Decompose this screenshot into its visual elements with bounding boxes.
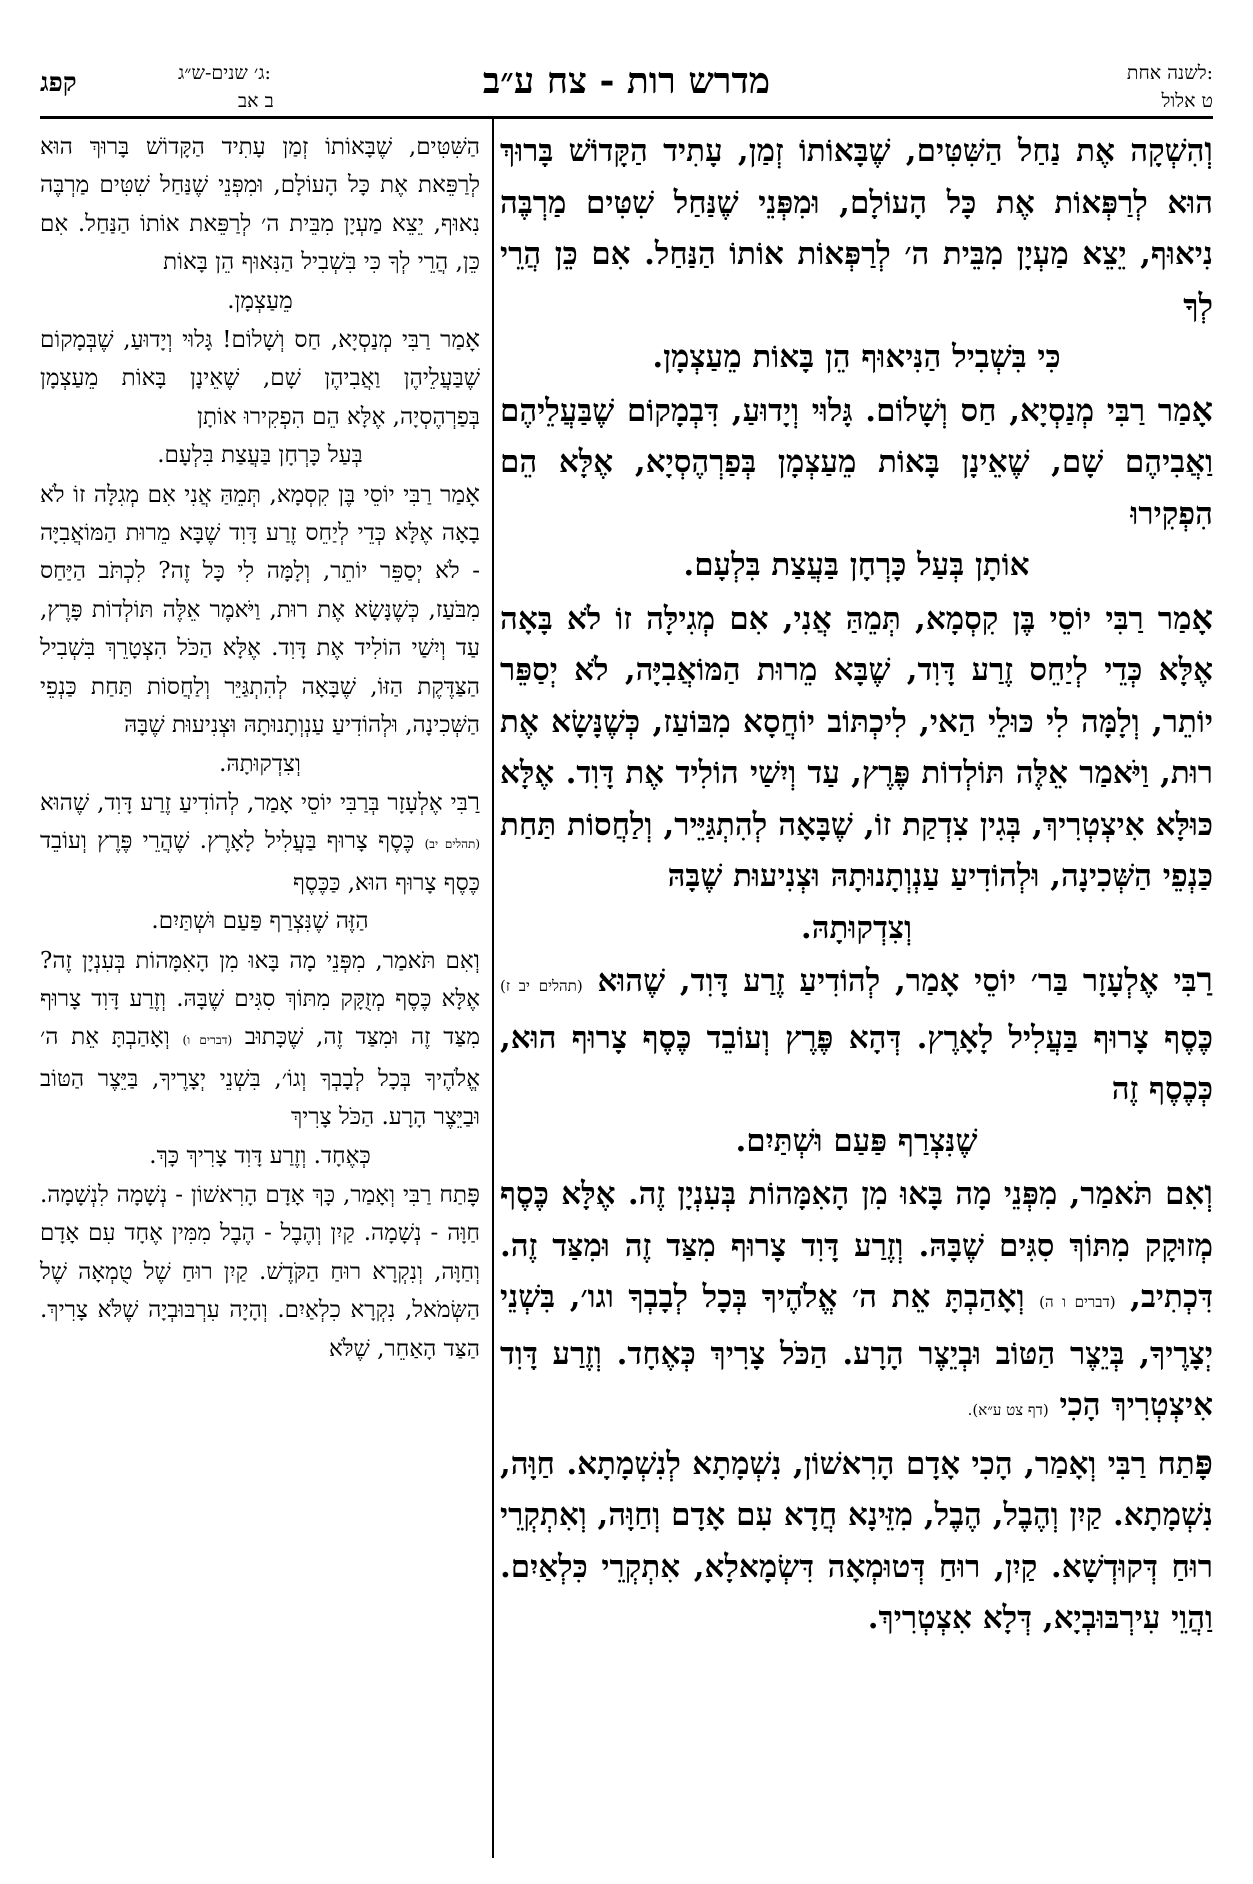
paragraph — [40, 128, 480, 282]
paragraph — [500, 124, 1213, 332]
paragraph-end: אוֹתָן בְּעַל כָּרְחָן בַּעֲצַת בִּלְעָם. — [683, 547, 1030, 583]
verse-citation: (דברים ו ה) — [1039, 1293, 1116, 1311]
paragraph-text: בִּי אֶלְעָזָר בַּר׳ יוֹסֵי אָמַר, לְהוֹדִיעַ זֶרַע דָּוִד, שֶׁהוּא — [597, 963, 1197, 999]
verse-citation: (תהלים יב ז) — [500, 977, 583, 995]
page-header — [40, 62, 1213, 114]
paragraph-text: בִּי אֶלְעָזָר בְּרַבִּי יוֹסֵי אָמַר, לְהוֹדִיעַ זֶרַע דָּוִד, שֶׁהוּא — [40, 789, 468, 816]
study-date-three-years: ב אב — [238, 90, 274, 112]
verse-citation: (דברים ו) — [182, 1033, 233, 1048]
paragraph-lead: וְ — [1204, 1173, 1213, 1212]
paragraph-end: מֵעַצְמָן. — [227, 287, 293, 314]
paragraph-text: הַשִּׁטִּים, שֶׁבָּאוֹתוֹ זְמַן עָתִיד הַקָּדוֹשׁ בָּרוּךְ הוּא לְרַפֵּאת אֶת כָּל הָעוֹלָם, וּמִפְּנֵי שֶׁנַּחַל שִׁטִּים מַרְבֶּה נִאוּף, יֵצֵא מַעְיָן מִבֵּית ה׳ לְרַפֵּאת אוֹתוֹ הַנַּחַל. אִם כֵּן, הֲרֵי לְךָ כִּי בִּשְׁבִיל הַנִּאוּף הֵן בָּאוֹת — [40, 134, 480, 276]
paragraph-lead: רַ — [467, 786, 480, 816]
paragraph-text: מַר רַבִּי מְנַסְיָא, חַס וְשָׁלוֹם. גָּלוּי וְיָדוּעַ, דִּבְמָקוֹם שֶׁבַּעֲלֵיהֶם וַאֲבִיהֶם שָׁם, שֶׁאֵינָן בָּאוֹת מֵעַצְמָן בְּפַרְהֶסְיָא, אֶלָּא הֵם הִפְקִירוּ — [500, 392, 1213, 532]
folio-citation: (דף צט ע״א). — [967, 1401, 1049, 1419]
paragraph-lead: אָ — [465, 324, 480, 354]
paragraph-lead: פָּ — [466, 1178, 480, 1208]
study-date-one-year: ט אלול — [1161, 90, 1213, 112]
paragraph-lead: פָּ — [1194, 1442, 1213, 1482]
paragraph-end: כְּאֶחָד. וְזֶרַע דָּוִד צָרִיךְ כָּךְ. — [149, 1142, 371, 1169]
page-number: קפג — [40, 68, 77, 98]
paragraph-end: בְּעַל כָּרְחָן בַּעֲצַת בִּלְעָם. — [157, 442, 363, 469]
paragraph-text: אִם תֹּאמַר, מִפְּנֵי מָה בָּאוּ מִן הָאִמָּהוֹת בְּעִנְיָן זֶה. אֶלָּא כֶּסֶף מְזוּקָק מִתּוֹךְ סִגִּים שֶׁבָּהּ. וְזֶרַע דָּוִד צָרוּף מִצַּד זֶה וּמִצַּד זֶה. דִּכְתִיב, — [500, 1176, 1213, 1315]
paragraph-end: וְצִדְקוּתָהּ. — [219, 750, 301, 777]
paragraph — [500, 592, 1213, 903]
paragraph-lead: וְ — [473, 944, 480, 974]
paragraph — [40, 1175, 480, 1368]
header-rule — [40, 116, 1213, 119]
paragraph — [40, 941, 480, 1137]
paragraph — [500, 1167, 1213, 1437]
paragraph-end: וְצִדְקוּתָהּ. — [800, 909, 913, 946]
hebrew-translation-column — [40, 128, 480, 1368]
paragraph-text: מַר רַבִּי מְנַסְיָא, חַס וְשָׁלוֹם! גָּלוּי וְיָדוּעַ, שֶׁבְּמָקוֹם שֶׁבַּעֲלֵיהֶן וַאֲבִיהֶן שָׁם, שֶׁאֵינָן בָּאוֹת מֵעַצְמָן בְּפַרְהֶסְיָה, אֶלָּא הֵם הִפְקִירוּ אוֹתָן — [40, 327, 480, 430]
paragraph-lead: אָ — [1191, 597, 1213, 637]
paragraph-text: אִם תֹּאמַר, מִפְּנֵי מָה בָּאוּ מִן הָאִמָּהוֹת בְּעִנְיָן זֶה? אֶלָּא כֶּסֶף מְזֻקָּק מִתּוֹךְ סִגִּים שֶׁבָּהּ. וְזֶרַע דָּוִד צָרוּף מִצַּד זֶה וּמִצַּד זֶה, שֶׁכָּתוּב — [40, 947, 481, 1051]
paragraph-text: כֶּסֶף צָרוּף בַּעֲלִיל לָאָרֶץ. דְּהָא פֶּרֶץ וְעוֹבֵד כֶּסֶף צָרוּף הוּא, כְּכֶסֶף זֶה — [500, 1019, 1213, 1107]
paragraph — [40, 783, 480, 902]
verse-citation: (תהלים יב) — [424, 837, 481, 852]
paragraph-text: מַר רַבִּי יוֹסֵי בֶּן קִסְמָא, תְּמֵהַּ אֲנִי אִם מְגִלָּה זוֹ לֹא בָאָה אֶלָּא כְּדֵי לְיַחֵס זֶרַע דָּוִד שֶׁבָּא מֵרוּת הַמּוֹאֲבִיָּה - לֹא יְסַפֵּר יוֹתֵר, וְלָמָּה לִי כָּל זֶה? לִכְתֹּב הַיַּחַס מִבֹּעַז, כְּשֶׁנָּשָׂא אֶת רוּת, וַיֹּאמֶר אֵלֶּה תּוֹלְדוֹת פָּרֶץ, עַד וְיִשַׁי הוֹלִיד אֶת דָּוִד. אֶלָּא הַכֹּל הִצְטָרֵךְ בִּשְׁבִיל הַצַּדֶּקֶת הַזּוֹ, שֶׁבָּאָה לְהִתְגַּיֵּר וְלַחֲסוֹת תַּחַת כַּנְפֵי הַשְּׁכִינָה, וּלְהוֹדִיעַ עַנְוְתָנוּתָהּ וּצְנִיעוּת שֶׁבָּהּ — [40, 481, 480, 739]
paragraph-text: הִשְׁקָה אֶת נַחַל הַשִּׁטִּים, שֶׁבָּאוֹתוֹ זְמַן, עָתִיד הַקָּדוֹשׁ בָּרוּךְ הוּא לְרַפְּאוֹת אֶת כָּל הָעוֹלָם, וּמִפְּנֵי שֶׁנַּחַל שִׁטִּים מַרְבֶּה נִיאוּף, יֵצֵא מַעְיָן מִבֵּית ה׳ לְרַפְּאוֹת אוֹתוֹ הַנַּחַל. אִם כֵּן הֲרֵי לְךָ — [500, 133, 1213, 324]
paragraph — [40, 320, 480, 436]
paragraph-lead: רַ — [1196, 960, 1213, 999]
page-title: מדרש רות - צח ע״ב — [482, 60, 771, 102]
paragraph-lead: אָ — [465, 478, 480, 508]
paragraph-text: מַר רַבִּי יוֹסֵי בֶּן קִסְמָא, תְּמֵהַּ אֲנִי, אִם מְגִילָּה זוֹ לֹא בָּאָה אֶלָּא כְּדֵי לְיַחֵס זֶרַע דָּוִד, שֶׁבָּא מֵרוּת הַמּוֹאֲבִיָּה, לֹא יְסַפֵּר יוֹתֵר, וְלָמָּה לִי כּוּלֵי הַאי, לִיכְתּוֹב יוֹחֲסָא מִבּוֹעַז, כְּשֶׁנָּשָׂא אֶת רוּת, וַיֹּאמַר אֵלֶּה תּוֹלְדוֹת פֶּרֶץ, עַד וְיִשַׁי הוֹלִיד אֶת דָּוִד. אֶלָּא כּוּלָּא אִיצְטְרִיךְ, בְּגִין צִדְקַת זוֹ, שֶׁבָּאָה לְהִתְגַּיֵּיר, וְלַחֲסוֹת תַּחַת כַּנְפֵי הַשְּׁכִינָה, וּלְהוֹדִיעַ עַנְוְתָנוּתָהּ וּצְנִיעוּת שֶׁבָּהּ — [500, 600, 1213, 894]
paragraph-text: וְאָהַבְתָּ אֵת ה׳ אֱלֹהֶיךָ בְּכָל לְבָבְךָ וְגוֹ׳, בִּשְׁנֵי יְצָרֶיךָ, בַּיֵּצֶר הַטּוֹב וּבַיֵּצֶר הָרָע. הַכֹּל צָרִיךְ — [40, 1024, 480, 1131]
paragraph-end: הַזֶּה שֶׁנִּצְרַף פַּעַם וּשְׁתַּיִם. — [151, 908, 369, 935]
paragraph-text: תַח רַבִּי וְאָמַר, כָּךְ אָדָם הָרִאשׁוֹן - נְשָׁמָה לִנְשָׁמָה. חַוָּה - נְשָׁמָה. קַיִן וְהֶבֶל - הֶבֶל מִמִּין אֶחָד עִם אָדָם וְחַוָּה, וְנִקְרָא רוּחַ הַקֹּדֶשׁ. קַיִן רוּחַ שֶׁל טֻמְאָה שֶׁל הַשְּׂמֹאל, נִקְרָא כִלְאַיִם. וְהָיָה עִרְבּוּבְיָה שֶׁלֹּא צָרִיךְ. הַצַּד הָאַחֵר, שֶׁלֹּא — [40, 1181, 480, 1362]
paragraph-text: תַח רַבִּי וְאָמַר, הָכִי אָדָם הָרִאשׁוֹן, נִשְׁמָתָא לְנִשְׁמָתָא. חַוָּה, נִשְׁמָתָא. קַיִן וְהֶבֶל, הֶבֶל, מִזֵּינָא חֲדָא עִם אָדָם וְחַוָּה, וְאִתְקְרֵי רוּחַ דְּקוּדְשָׁא. קַיִן, רוּחַ דְּטוּמְאָה דִּשְׂמָאלָא, אִתְקְרֵי כִּלְאַיִם. וַהֲוֵי עִירְבּוּבְיָא, דְּלָא אִצְטְרִיךְ. — [500, 1445, 1213, 1636]
paragraph-text: כֶּסֶף צָרוּף בַּעֲלִיל לָאָרֶץ. שֶׁהֲרֵי פֶּרֶץ וְעוֹבֵד כֶּסֶף צָרוּף הוּא, כַּכֶּסֶף — [40, 828, 480, 896]
paragraph — [500, 1437, 1213, 1645]
paragraph-end: שֶׁנִּצְרַף פַּעַם וּשְׁתַּיִם. — [735, 1122, 978, 1159]
aramaic-text-column — [500, 124, 1213, 1645]
study-schedule-one-year: לשנה אחת: — [1126, 62, 1213, 84]
paragraph-text: וְאָהַבְתָּ אֵת ה׳ אֱלֹהֶיךָ בְּכָל לְבָבְךָ וגו׳, בִּשְׁנֵי יְצָרֶיךָ, בְּיֵצֶר הַטּוֹב וּבְיֵצֶר הָרָע. הַכֹּל צָרִיךְ כְּאֶחָד. וְזֶרַע דָּוִד אִיצְטְרִיךְ הָכִי — [500, 1279, 1213, 1423]
paragraph — [500, 954, 1213, 1116]
paragraph-lead: אָ — [1191, 389, 1213, 429]
paragraph — [500, 384, 1213, 541]
column-divider — [492, 118, 494, 1858]
paragraph-lead: וְ — [1204, 130, 1213, 169]
study-schedule-three-years: ג׳ שנים-ש״ג: — [178, 62, 271, 84]
paragraph — [40, 475, 480, 745]
paragraph-end: כִּי בִּשְׁבִיל הַנִּיאוּף הֵן בָּאוֹת מֵעַצְמָן. — [652, 339, 1061, 375]
